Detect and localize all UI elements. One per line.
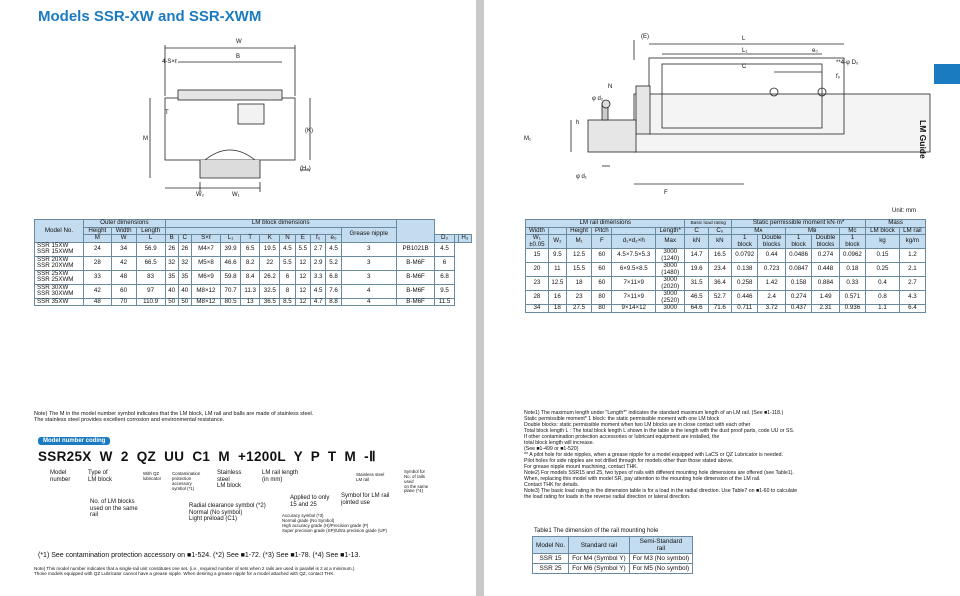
data-cell: 80 xyxy=(592,291,612,305)
dim-d1: φ d₁ xyxy=(576,174,587,180)
dim-l: L xyxy=(742,36,746,42)
th-sub: M₁ xyxy=(566,235,591,249)
data-cell: 3000 (1240) xyxy=(656,249,685,263)
data-cell: 0.711 xyxy=(731,305,758,313)
data-cell: 9×14×12 xyxy=(612,305,656,313)
data-cell: 4.5×7.5×5.3 xyxy=(612,249,656,263)
coding-blocks: No. of LM blocks used on the same rail xyxy=(90,499,138,519)
data-cell: 23 xyxy=(566,291,591,305)
bottom-note: Note) This model number indicates that a single-rail unit constitutes one set. (i.e., required number of sets when 2 rails are used in parallel is 2 at a minimum.) Those models equipped with QZ Lubricator cannot have a grease nipple. When desiring a grease nipple for a model attached with QZ, contact THK. xyxy=(34,566,355,577)
data-cell: 26 xyxy=(178,242,191,256)
data-cell: 9.5 xyxy=(548,249,566,263)
data-cell: 1.49 xyxy=(812,291,839,305)
right-page xyxy=(484,0,960,596)
data-cell: 13 xyxy=(241,298,260,306)
data-cell: 36.4 xyxy=(708,277,731,291)
data-cell: 5.5 xyxy=(295,242,310,256)
data-cell: 0.4 xyxy=(866,277,900,291)
data-cell: 3 xyxy=(341,256,396,270)
dim-d2: φ d₂ xyxy=(592,96,604,102)
data-cell: 11 xyxy=(548,263,566,277)
data-cell: 8.2 xyxy=(241,256,260,270)
th-sub: C xyxy=(178,235,191,243)
data-cell: 32 xyxy=(178,256,191,270)
model-cell: SSR 35XW xyxy=(35,298,84,306)
side-tab xyxy=(934,64,960,84)
footnote: (*1) See contamination protection accessory on ■1-524. (*2) See ■1-72. (*3) See ■1-78. (*4) See ■1-13. xyxy=(38,552,361,559)
left-page xyxy=(0,0,476,596)
data-cell: 35 xyxy=(165,270,178,284)
data-cell: 36.5 xyxy=(260,298,280,306)
data-cell: 48 xyxy=(84,298,112,306)
data-cell: 110.9 xyxy=(136,298,165,306)
data-cell: 12.5 xyxy=(566,249,591,263)
data-cell: 32 xyxy=(165,256,178,270)
dim-t: T xyxy=(165,110,169,116)
data-cell: 8.4 xyxy=(241,270,260,284)
data-cell: 12.5 xyxy=(548,277,566,291)
coding-jointed: Symbol for LM rail jointed use xyxy=(341,493,390,506)
data-cell: 19.6 xyxy=(685,263,708,277)
th-sub: 1 block xyxy=(731,235,758,249)
data-cell: 4.7 xyxy=(311,298,326,306)
th-sub: Double blocks xyxy=(758,235,785,249)
data-cell: 52.7 xyxy=(708,291,731,305)
data-cell: 20 xyxy=(526,263,549,277)
th-sub: W xyxy=(111,235,136,243)
data-cell: 0.33 xyxy=(839,277,866,291)
th-sub: T xyxy=(241,235,260,243)
data-cell: 0.15 xyxy=(866,249,900,263)
table-row xyxy=(526,305,926,313)
data-cell: 3.3 xyxy=(311,270,326,284)
data-cell: 33 xyxy=(84,270,112,284)
data-cell: 0.25 xyxy=(866,263,900,277)
data-cell: 80.5 xyxy=(221,298,241,306)
data-cell: 0.437 xyxy=(785,305,812,313)
t1-h-model: Model No. xyxy=(533,537,569,554)
dim-w2: W₂ xyxy=(196,192,204,198)
side-view-drawing xyxy=(484,0,960,210)
data-cell: 2.7 xyxy=(311,242,326,256)
data-cell: 8.8 xyxy=(326,298,341,306)
table1-caption: Table1 The dimension of the rail mounting hole xyxy=(534,528,659,534)
data-cell: 15.5 xyxy=(566,263,591,277)
dim-c: C xyxy=(742,64,747,70)
data-cell: 6.8 xyxy=(435,270,454,284)
th-sub: M xyxy=(84,235,112,243)
dim-e0: e₀ xyxy=(812,48,818,54)
data-cell: 12 xyxy=(295,256,310,270)
data-cell: 46.6 xyxy=(221,256,241,270)
outer-dimensions-table xyxy=(34,219,472,306)
table-row xyxy=(533,564,693,574)
th-height: Height xyxy=(84,227,112,235)
th-mass: Mass xyxy=(866,220,926,228)
data-cell: 1.1 xyxy=(866,305,900,313)
data-cell: 60 xyxy=(592,277,612,291)
data-cell: 40 xyxy=(165,284,178,298)
dim-h: h xyxy=(576,120,580,126)
th-mass-rail: LM rail xyxy=(899,227,925,235)
t1-h-semi: Semi-Standard rail xyxy=(629,537,692,554)
model-coding-badge: Model number coding xyxy=(38,437,110,445)
data-cell: 42 xyxy=(111,256,136,270)
table-row xyxy=(35,256,472,270)
data-cell: 59.8 xyxy=(221,270,241,284)
data-cell: 6.8 xyxy=(326,270,341,284)
data-cell: 34 xyxy=(111,242,136,256)
th-rail: LM rail dimensions xyxy=(526,220,685,228)
data-cell: For M4 (Symbol Y) xyxy=(569,554,630,564)
data-cell: PB1021B xyxy=(396,242,435,256)
dim-w1: W₁ xyxy=(232,192,240,198)
th-static: Static permissible moment kN·m* xyxy=(731,220,865,228)
table-row xyxy=(35,242,472,256)
th-model: Model No. xyxy=(35,220,84,243)
data-cell: 18 xyxy=(566,277,591,291)
th-sub: L xyxy=(136,235,165,243)
coding-radial: Radial clearance symbol (*2) Normal (No symbol) Light preload (C1) xyxy=(189,503,266,523)
data-cell: 7×11×9 xyxy=(612,291,656,305)
data-cell: 80 xyxy=(592,305,612,313)
data-cell: 97 xyxy=(136,284,165,298)
data-cell: 0.138 xyxy=(731,263,758,277)
data-cell: 0.936 xyxy=(839,305,866,313)
data-cell: 35 xyxy=(178,270,191,284)
data-cell: M6×9 xyxy=(191,270,220,284)
data-cell: M5×8 xyxy=(191,256,220,270)
data-cell: 34 xyxy=(526,305,549,313)
data-cell: 23 xyxy=(526,277,549,291)
data-cell: 6 xyxy=(280,270,295,284)
data-cell: 6×9.5×8.5 xyxy=(612,263,656,277)
coding-stainless-rail: Stainless steel LM rail xyxy=(356,472,385,482)
coding-contam: Contamination protection accessory symbol (*1) xyxy=(172,471,201,491)
th-c: C xyxy=(685,227,708,235)
data-cell: 2.9 xyxy=(311,256,326,270)
coding-rails: Symbol for No. of rails used on the same plane (*4) xyxy=(404,469,429,494)
data-cell: 26 xyxy=(165,242,178,256)
data-cell: 22 xyxy=(260,256,280,270)
data-cell: 0.274 xyxy=(812,249,839,263)
data-cell: 3 xyxy=(341,270,396,284)
data-cell: M8×12 xyxy=(191,298,220,306)
data-cell: 71.6 xyxy=(708,305,731,313)
side-tab-label: LM Guide xyxy=(918,120,928,159)
dim-f: F xyxy=(664,190,668,196)
th-sub: Max xyxy=(656,235,685,249)
data-cell: 60 xyxy=(592,263,612,277)
data-cell: For M5 (No symbol) xyxy=(629,564,692,574)
data-cell: 12 xyxy=(295,284,310,298)
data-cell: 0.8 xyxy=(866,291,900,305)
data-cell: 0.44 xyxy=(758,249,785,263)
th-sub: L₁ xyxy=(221,235,241,243)
data-cell: 0.884 xyxy=(812,277,839,291)
th-basic: Basic load rating xyxy=(685,220,732,228)
data-cell: 7×11×9 xyxy=(612,277,656,291)
data-cell: 3.72 xyxy=(758,305,785,313)
data-cell: 26.2 xyxy=(260,270,280,284)
data-cell: B-M6F xyxy=(396,298,435,306)
th-sub: N xyxy=(280,235,295,243)
th-grease: Grease nipple xyxy=(341,227,396,242)
th-sub: B xyxy=(165,235,178,243)
data-cell: 2.4 xyxy=(758,291,785,305)
data-cell: 3000 xyxy=(656,305,685,313)
unit-label: Unit: mm xyxy=(892,208,916,214)
coding-accuracy: Accuracy symbol (*3) Normal grade (No Symbol) High accuracy grade (H)/Precision grade (P) Super precision grade (SP)/Ultra precision grade (UP) xyxy=(282,513,387,533)
data-cell: 19.5 xyxy=(260,242,280,256)
data-cell: 0.448 xyxy=(812,263,839,277)
table-row xyxy=(35,298,472,306)
data-cell: 1.2 xyxy=(899,249,925,263)
page-gutter xyxy=(476,0,484,596)
data-cell: 0.446 xyxy=(731,291,758,305)
data-cell: 40 xyxy=(178,284,191,298)
page-title: Models SSR-XW and SSR-XWM xyxy=(38,8,262,25)
th-sub: D₀ xyxy=(435,235,454,243)
th-outer: Outer dimensions xyxy=(84,220,166,228)
data-cell: 3000 (1480) xyxy=(656,263,685,277)
data-cell: 24 xyxy=(84,242,112,256)
data-cell: 14.7 xyxy=(685,249,708,263)
data-cell: 23.4 xyxy=(708,263,731,277)
data-cell: 3 xyxy=(341,242,396,256)
dim-f0: f₀ xyxy=(836,74,841,80)
th-mb: Mʙ xyxy=(785,227,839,235)
data-cell: B-M6F xyxy=(396,270,435,284)
model-code: SSR25X W 2 QZ UU C1 M +1200L Y P T M -Ⅱ xyxy=(38,449,376,464)
table-row xyxy=(35,284,472,298)
data-cell: 66.5 xyxy=(136,256,165,270)
dim-m1: M₁ xyxy=(524,136,532,142)
th-sub: kN xyxy=(708,235,731,249)
th-sub: W₁ ±0.05 xyxy=(526,235,549,249)
data-cell: 0.158 xyxy=(785,277,812,291)
data-cell: SSR 15 xyxy=(533,554,569,564)
data-cell: 27.5 xyxy=(566,305,591,313)
data-cell: 4.3 xyxy=(899,291,925,305)
th-c0: C₀ xyxy=(708,227,731,235)
data-cell: 8.5 xyxy=(280,298,295,306)
data-cell: 5.5 xyxy=(280,256,295,270)
th-mass-block: LM block xyxy=(866,227,900,235)
data-cell: 1.42 xyxy=(758,277,785,291)
table-row xyxy=(526,249,926,263)
data-cell: 28 xyxy=(526,291,549,305)
th-block: LM block dimensions xyxy=(165,220,396,228)
coding-stainless-block: Stainless steel LM block xyxy=(217,470,242,490)
data-cell: 3000 (2020) xyxy=(656,277,685,291)
data-cell: 12 xyxy=(295,298,310,306)
data-cell: 4 xyxy=(341,284,396,298)
dim-m: M xyxy=(143,136,148,142)
data-cell: 7.6 xyxy=(326,284,341,298)
dim-n: N xyxy=(608,84,613,90)
model-cell: SSR 20XW SSR 20XWM xyxy=(35,256,84,270)
th-length: Length xyxy=(136,227,165,235)
th-rail-length: Length* xyxy=(656,227,685,235)
th-sub: 1 block xyxy=(785,235,812,249)
th-rail-height: Height xyxy=(566,227,591,235)
th-sub: W₂ xyxy=(548,235,566,249)
dim-b: B xyxy=(236,54,241,60)
th-pitch: Pitch xyxy=(592,227,612,235)
th-sub: kg/m xyxy=(899,235,925,249)
data-cell: SSR 25 xyxy=(533,564,569,574)
th-sub: K xyxy=(260,235,280,243)
table-row xyxy=(526,277,926,291)
data-cell: 6.4 xyxy=(899,305,925,313)
data-cell: 11.5 xyxy=(435,298,454,306)
data-cell: 28 xyxy=(84,256,112,270)
table-row xyxy=(526,263,926,277)
data-cell: 2.7 xyxy=(899,277,925,291)
data-cell: 70.7 xyxy=(221,284,241,298)
coding-rail-length: LM rail length (in mm) xyxy=(262,470,299,483)
data-cell: 0.258 xyxy=(731,277,758,291)
data-cell: 0.0792 xyxy=(731,249,758,263)
data-cell: 64.6 xyxy=(685,305,708,313)
th-sub: f₀ xyxy=(311,235,326,243)
data-cell: 15 xyxy=(526,249,549,263)
th-ma: Mᴀ xyxy=(731,227,785,235)
data-cell: 39.9 xyxy=(221,242,241,256)
coding-type: Type of LM block xyxy=(88,470,113,483)
th-sub: F xyxy=(592,235,612,249)
th-sub: E xyxy=(295,235,310,243)
data-cell: 60 xyxy=(111,284,136,298)
dim-e: (E) xyxy=(641,34,649,40)
th-sub: 1 block xyxy=(839,235,866,249)
data-cell: 56.9 xyxy=(136,242,165,256)
data-cell: 0.0962 xyxy=(839,249,866,263)
dim-w: W xyxy=(236,39,242,45)
th-sub: kN xyxy=(685,235,708,249)
data-cell: For M3 (No symbol) xyxy=(629,554,692,564)
data-cell: 18 xyxy=(548,305,566,313)
t1-h-std: Standard rail xyxy=(569,537,630,554)
th-sub: H₃ xyxy=(458,235,471,243)
data-cell: 0.723 xyxy=(758,263,785,277)
data-cell: 4.5 xyxy=(326,242,341,256)
coding-applied: Applied to only 15 and 25 xyxy=(290,495,330,508)
th-sub: Double blocks xyxy=(812,235,839,249)
dim-s: 4-S×ℓ xyxy=(162,59,177,65)
table-row xyxy=(35,270,472,284)
data-cell: 50 xyxy=(165,298,178,306)
th-mc: Mᴄ xyxy=(839,227,866,235)
data-cell: 42 xyxy=(84,284,112,298)
dim-k: (K) xyxy=(305,128,313,134)
data-cell: 4 xyxy=(341,298,396,306)
table-row xyxy=(533,554,693,564)
data-cell: 2.31 xyxy=(812,305,839,313)
model-cell: SSR 15XW SSR 15XWM xyxy=(35,242,84,256)
rail-dimensions-table xyxy=(525,219,926,313)
table-row xyxy=(526,291,926,305)
th-rail-width: Width xyxy=(526,227,549,235)
data-cell: M8×12 xyxy=(191,284,220,298)
data-cell: 31.5 xyxy=(685,277,708,291)
right-notes: Note1) The maximum length under "Length*" indicates the standard maximum length of an LM rail. (See ■1-118.) Static permissible moment* 1 block: the static permissible moment with one LM block Double blocks: static permissible moment when two LM blocks are in close contact with each other Total block length L : The total block length L shown in the table is the length with the dust proof parts, code UU or SS. If other contamination protection accessories or lubricant equipment are installed, the total block length will increase. (See ■1-499 or ■1-520) ** A pilot hole for side nipples, when a grease nipple for a model equipped with LaCS or QZ Lubricator is needed. Pilot holes for side nipples are not drilled through for models other than those stated above. For grease nipple mount machining, contact THK. Note2) For models SSR15 and 25, two types of rails with different mounting hole dimensions are offered (see Table1). When, replacing this model with model SR, pay attention to the mounting hole dimension of the LM rail. Contact THK for details. Note3) The basic load rating in the dimension table is for a load in the radial direction. Use Table7 on ■1-60 to calculate the load rating for loads in the reverse radial direction or lateral direction. xyxy=(524,410,798,500)
dim-h3: (H₃) xyxy=(300,166,311,172)
th-sub: S×ℓ xyxy=(191,235,220,243)
data-cell: 3000 (2520) xyxy=(656,291,685,305)
front-view-drawing xyxy=(0,0,476,200)
data-cell: 5.2 xyxy=(326,256,341,270)
data-cell: 0.274 xyxy=(785,291,812,305)
data-cell: 4.5 xyxy=(280,242,295,256)
data-cell: 83 xyxy=(136,270,165,284)
left-note: Note) The M in the model number symbol indicates that the LM block, LM rail and balls are made of stainless steel. The stainless steel provides excellent corrosion and environmental resistance. xyxy=(34,411,314,424)
model-cell: SSR 25XW SSR 25XWM xyxy=(35,270,84,284)
th-sub: kg xyxy=(866,235,900,249)
data-cell: 6.5 xyxy=(241,242,260,256)
data-cell: 2.1 xyxy=(899,263,925,277)
data-cell: 70 xyxy=(111,298,136,306)
data-cell: 0.0847 xyxy=(785,263,812,277)
data-cell: 0.571 xyxy=(839,291,866,305)
model-cell: SSR 30XW SSR 30XWM xyxy=(35,284,84,298)
coding-qz: With QZ lubricator xyxy=(143,471,162,481)
th-sub: d₁×d₂×h xyxy=(612,235,656,249)
data-cell: 4.5 xyxy=(435,242,454,256)
th-sub: e₀ xyxy=(326,235,341,243)
data-cell: 16.5 xyxy=(708,249,731,263)
data-cell: 6 xyxy=(435,256,454,270)
data-cell: 8 xyxy=(280,284,295,298)
dim-l1: L₁ xyxy=(742,48,748,54)
data-cell: 50 xyxy=(178,298,191,306)
data-cell: 16 xyxy=(548,291,566,305)
dim-d0: **4-φ D₀ xyxy=(836,60,859,66)
data-cell: 9.5 xyxy=(435,284,454,298)
data-cell: 60 xyxy=(592,249,612,263)
data-cell: 0.0486 xyxy=(785,249,812,263)
data-cell: For M6 (Symbol Y) xyxy=(569,564,630,574)
table1 xyxy=(532,536,693,574)
th-width: Width xyxy=(111,227,136,235)
data-cell: M4×7 xyxy=(191,242,220,256)
data-cell: 0.18 xyxy=(839,263,866,277)
data-cell: 11.3 xyxy=(241,284,260,298)
data-cell: 4.5 xyxy=(311,284,326,298)
data-cell: 46.5 xyxy=(685,291,708,305)
data-cell: 32.5 xyxy=(260,284,280,298)
coding-model: Model number xyxy=(50,470,71,483)
data-cell: B-M6F xyxy=(396,284,435,298)
data-cell: B-M6F xyxy=(396,256,435,270)
data-cell: 12 xyxy=(295,270,310,284)
data-cell: 48 xyxy=(111,270,136,284)
